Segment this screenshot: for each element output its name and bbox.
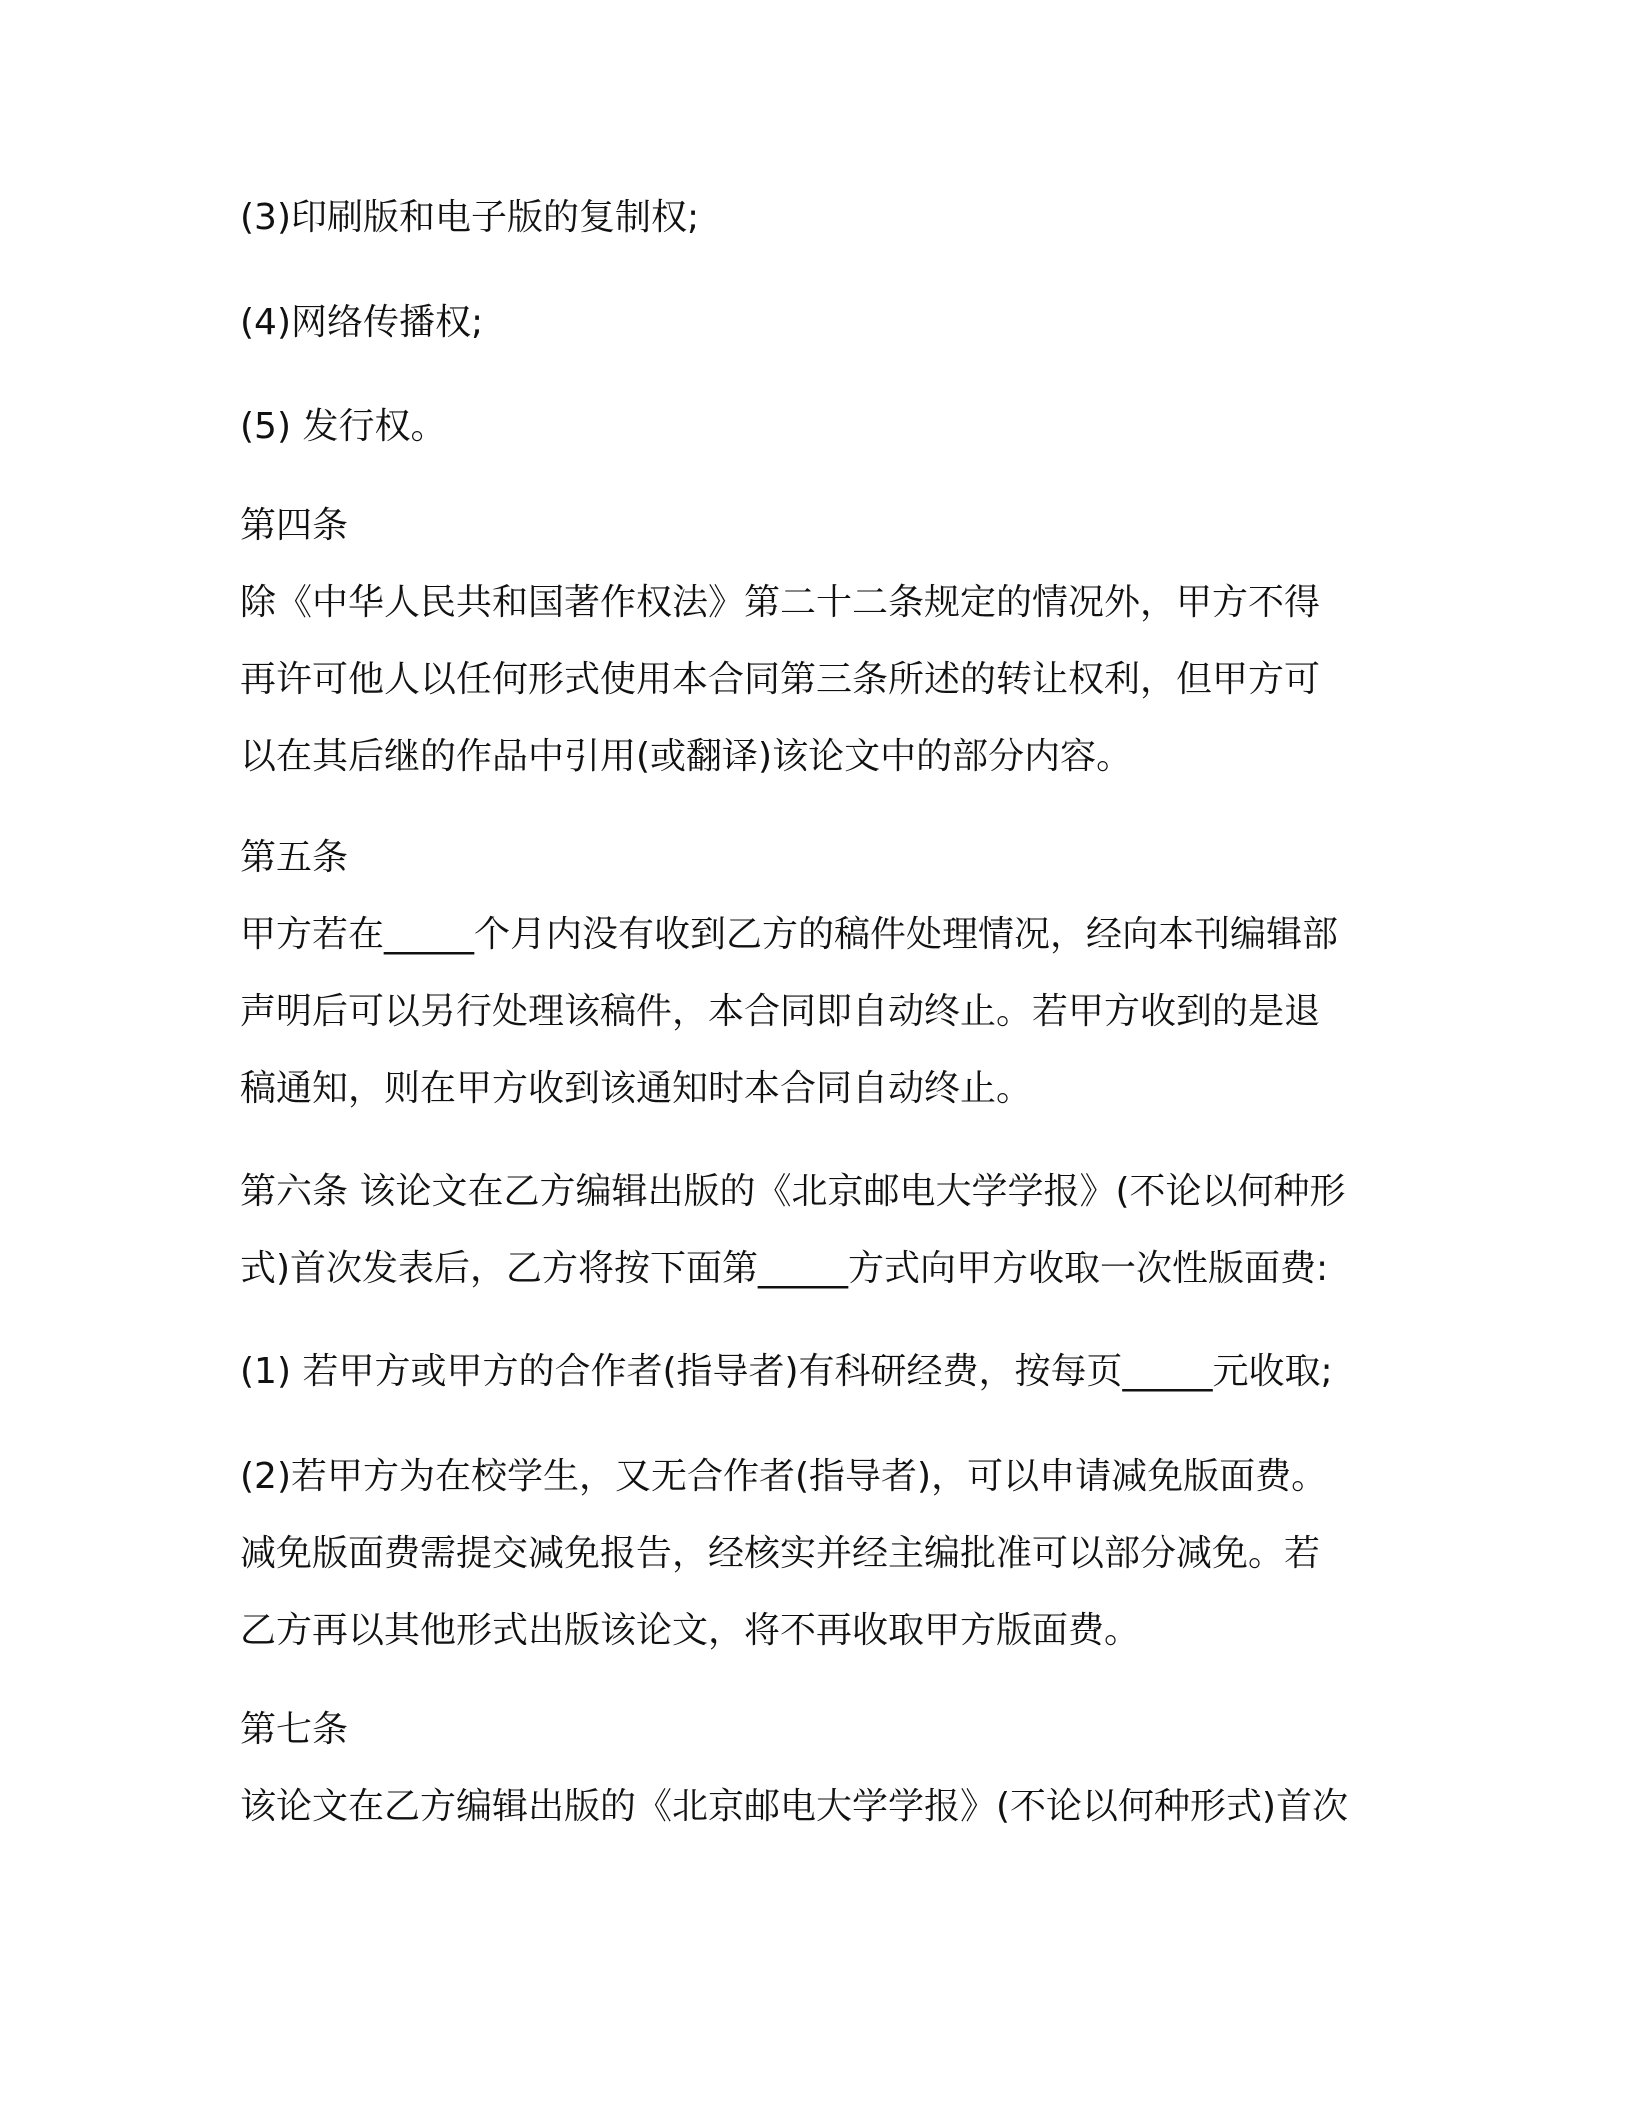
article-6-line-2: 式)首次发表后，乙方将按下面第_____方式向甲方收取一次性版面费: [240,1248,1329,1289]
article-6-item-1: (1) 若甲方或甲方的合作者(指导者)有科研经费，按每页_____元收取; [240,1351,1333,1392]
item-5-distribution-right: (5) 发行权。 [240,406,447,447]
article-4-heading: 第四条 [240,505,349,546]
article-6-item-2-line-1: (2)若甲方为在校学生，又无合作者(指导者)，可以申请减免版面费。 [240,1456,1328,1497]
article-6-line-1: 第六条 该论文在乙方编辑出版的《北京邮电大学学报》(不论以何种形 [240,1171,1346,1212]
article-4-line-2: 再许可他人以任何形式使用本合同第三条所述的转让权利，但甲方可 [240,659,1321,700]
article-4-line-3: 以在其后继的作品中引用(或翻译)该论文中的部分内容。 [240,736,1133,777]
article-7-heading: 第七条 [240,1709,349,1750]
article-7-line-1: 该论文在乙方编辑出版的《北京邮电大学学报》(不论以何种形式)首次 [240,1786,1349,1827]
article-6-item-2-line-2: 减免版面费需提交减免报告，经核实并经主编批准可以部分减免。若 [240,1533,1321,1574]
article-6-item-2-line-3: 乙方再以其他形式出版该论文，将不再收取甲方版面费。 [240,1610,1141,1651]
article-5-line-1: 甲方若在_____个月内没有收到乙方的稿件处理情况，经向本刊编辑部 [240,914,1339,955]
article-5-line-2: 声明后可以另行处理该稿件，本合同即自动终止。若甲方收到的是退 [240,991,1321,1032]
item-4-network-right: (4)网络传播权; [240,302,484,343]
article-5-heading: 第五条 [240,837,349,878]
item-3-reproduction-right: (3)印刷版和电子版的复制权; [240,197,700,238]
article-5-line-3: 稿通知，则在甲方收到该通知时本合同自动终止。 [240,1068,1033,1109]
article-4-line-1: 除《中华人民共和国著作权法》第二十二条规定的情况外，甲方不得 [240,582,1321,623]
